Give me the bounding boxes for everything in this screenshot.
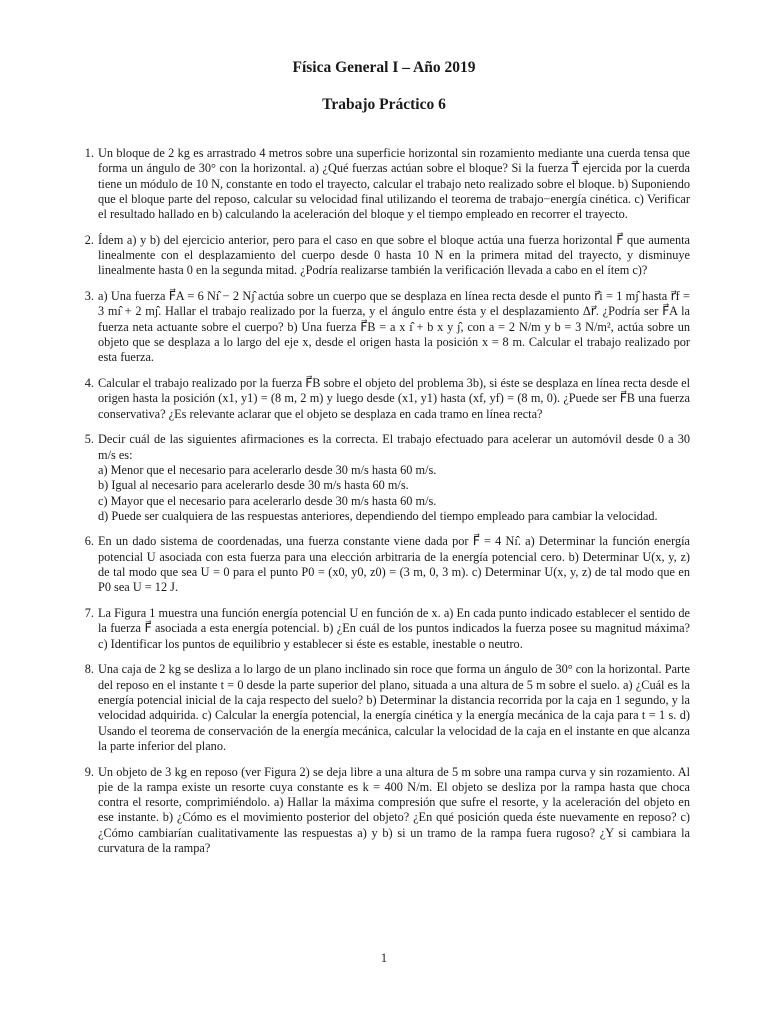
problem-6: [84, 534, 690, 595]
page-subtitle: Trabajo Práctico 6: [322, 96, 446, 113]
problem-9: [84, 764, 690, 857]
problem-1: [84, 146, 690, 222]
option-d: d) Puede ser cualquiera de las respuestas anteriores, dependiendo del tiempo empleado para cambiar la velocidad.: [98, 508, 658, 523]
option-b: b) Igual al necesario para acelerarlo desde 30 m/s hasta 60 m/s.: [98, 478, 409, 493]
problem-text: a) Una fuerza F⃗A = 6 Nı̂ − 2 Nȷ̂ actúa sobre un cuerpo que se desplaza en línea recta desde el punto r⃗i = 1 mȷ̂ hasta r⃗f = 3 mı̂ + 2 mȷ̂. Hallar el trabajo realizado por la fuerza, y el ángulo entre ésta y el desplazamiento Δr⃗. ¿Podría ser F⃗A la fuerza neta actuante sobre el cuerpo? b) Una fuerza F⃗B = a x ı̂ + b x y ȷ̂, con a = 2 N/m y b = 3 N/m², actúa sobre un objeto que se desplaza a lo largo del eje x, desde el origen hasta la posición x = 8 m. Calcular el trabajo realizado por esta fuerza.: [98, 289, 690, 365]
problem-text: Calcular el trabajo realizado por la fuerza F⃗B sobre el objeto del problema 3b), si éste se desplaza en línea recta desde el origen hasta la posición (x1, y1) = (8 m, 2 m) y luego desde (x1, y1) hasta (xf, yf) = (8 m, 0). ¿Puede ser F⃗B una fuerza conservativa? ¿Es relevante aclarar que el objeto se desplaza en cada tramo en línea recta?: [98, 376, 690, 421]
problem-number: 7.: [84, 606, 94, 621]
problem-text: Decir cuál de las siguientes afirmaciones es la correcta. El trabajo efectuado para acelerar un automóvil desde 0 a 30 m/s es:: [98, 432, 690, 462]
problem-number: 5.: [84, 432, 94, 447]
problem-text: La Figura 1 muestra una función energía potencial U en función de x. a) En cada punto indicado establecer el sentido de la fuerza F⃗ asociada a esta energía potencial. b) ¿En cuál de los puntos indicados la fuerza posee su magnitud máxima? c) Identificar los puntos de equilibrio y establecer si éste es estable, inestable o neutro.: [98, 606, 690, 651]
problem-8: [84, 662, 690, 754]
problem-number: 9.: [84, 764, 94, 779]
page-number: 1: [380, 951, 388, 965]
problem-number: 8.: [84, 662, 94, 677]
problem-7: [84, 606, 690, 652]
problem-text: En un dado sistema de coordenadas, una fuerza constante viene dada por F⃗ = 4 Nı̂. a) Determinar la función energía potencial U asociada con esta fuerza para una elección arbitraria de la energía potencial cero. b) Determinar U(x, y, z) de tal modo que sea U = 0 para el punto P0 = (x0, y0, z0) = (3 m, 0, 3 m). c) Determinar U(x, y, z) de tal modo que en P0 sea U = 12 J.: [98, 534, 690, 595]
problem-number: 3.: [84, 289, 94, 304]
option-a: a) Menor que el necesario para acelerarlo desde 30 m/s hasta 60 m/s.: [98, 462, 437, 477]
problem-number: 4.: [84, 376, 94, 391]
problem-number: 1.: [84, 146, 94, 160]
problem-text: Ídem a) y b) del ejercicio anterior, pero para el caso en que sobre el bloque actúa una fuerza horizontal F⃗ que aumenta linealmente con el desplazamiento del cuerpo desde 0 hasta 10 N en la primera mitad del trayecto, y disminuye linealmente hasta 0 en la segunda mitad. ¿Podría realizarse también la verificación llevada a cabo en el ítem c)?: [98, 232, 690, 278]
problem-number: 6.: [84, 534, 94, 549]
option-c: c) Mayor que el necesario para acelerarlo desde 30 m/s hasta 60 m/s.: [98, 493, 437, 508]
problem-text: Una caja de 2 kg se desliza a lo largo de un plano inclinado sin roce que forma un ángulo de 30° con la horizontal. Parte del reposo en el instante t = 0 desde la parte superior del plano, situada a una altura de 5 m sobre el suelo. a) ¿Cuál es la energía potencial inicial de la caja respecto del suelo? b) Determinar la distancia recorrida por la caja en 1 segundo, y la velocidad adquirida. c) Calcular la energía potencial, la energía cinética y la energía mecánica de la caja para t = 1 s. d) Usando el teorema de conservación de la energía mecánica, calcular la velocidad de la caja en el instante en que alcanza la parte inferior del plano.: [98, 662, 690, 753]
problem-5: [84, 432, 690, 524]
problem-3: [84, 289, 690, 365]
problem-text: Un objeto de 3 kg en reposo (ver Figura 2) se deja libre a una altura de 5 m sobre una rampa curva y sin rozamiento. Al pie de la rampa existe un resorte cuya constante es k = 400 N/m. El objeto se desliza por la rampa hasta que choca contra el resorte, comprimiéndolo. a) Hallar la máxima compresión que sufre el resorte, y la aceleración del objeto en ese instante. b) ¿Cómo es el movimiento posterior del objeto? ¿En qué posición queda éste nuevamente en reposo? c) ¿Cómo cambiarían cualitativamente las respuestas a) y b) si un tramo de la rampa fuera rugoso? ¿Y si cambiara la curvatura de la rampa?: [98, 764, 690, 855]
problem-4: [84, 376, 690, 422]
problem-list: [84, 146, 690, 867]
problem-number: 2.: [84, 232, 94, 247]
page-title: Física General I – Año 2019: [292, 59, 476, 76]
problem-2: [84, 232, 690, 279]
problem-text: Un bloque de 2 kg es arrastrado 4 metros sobre una superficie horizontal sin rozamiento mediante una cuerda tensa que forma un ángulo de 30° con la horizontal. a) ¿Qué fuerzas actúan sobre el bloque? Si la fuerza T⃗ ejercida por la cuerda tiene un módulo de 10 N, constante en todo el trayecto, calcular el trabajo neto realizado sobre el bloque. b) Suponiendo que el bloque parte del reposo, calcular su velocidad final utilizando el teorema de trabajo−energía cinética. c) Verificar el resultado hallado en b) calculando la aceleración del bloque y el tiempo empleado en recorrer el trayecto.: [98, 146, 690, 222]
